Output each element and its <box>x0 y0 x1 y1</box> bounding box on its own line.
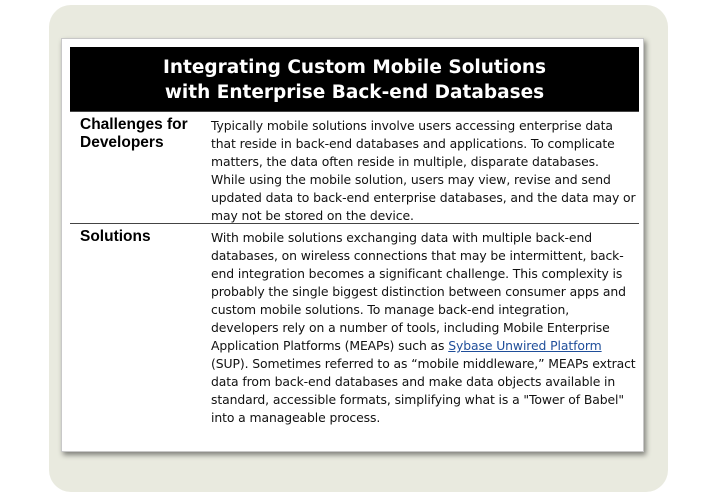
sybase-unwired-platform-link[interactable]: Sybase Unwired Platform <box>448 338 602 353</box>
solutions-text-before-link: With mobile solutions exchanging data with multiple back-end databases, on wireless connections that may be intermittent, back-end integration becomes a significant challenge. This complexity is probably the single biggest distinction between consumer apps and custom mobile solutions. To manage back-end integration, developers rely on a number of tools, including Mobile Enterprise Application Platforms (MEAPs) such as <box>211 230 626 353</box>
row-label-challenges: Challenges for Developers <box>80 116 188 151</box>
info-table-card <box>61 38 644 452</box>
header-title-line-1: Integrating Custom Mobile Solutions <box>162 57 547 78</box>
table-header <box>70 47 639 111</box>
row-text-challenges: Typically mobile solutions involve users accessing enterprise data that reside in back-end databases and applications. To complicate matters, the data often reside in multiple, disparate databases. While using the mobile solution, users may view, revise and send updated data to back-end enterprise databases, and the data may or may not be stored on the device. <box>211 118 636 223</box>
header-title-line-2: with Enterprise Back-end Databases <box>164 82 545 103</box>
table-row-challenges <box>70 111 639 223</box>
row-text-solutions <box>211 229 636 427</box>
row-label-solutions: Solutions <box>80 228 151 245</box>
solutions-text-after-link: (SUP). Sometimes referred to as “mobile middleware,” MEAPs extract data from back-end databases and make data objects available in standard, accessible formats, simplifying what is a "Tower of Babel" into a manageable process. <box>211 356 636 425</box>
table-row-solutions <box>70 223 639 439</box>
